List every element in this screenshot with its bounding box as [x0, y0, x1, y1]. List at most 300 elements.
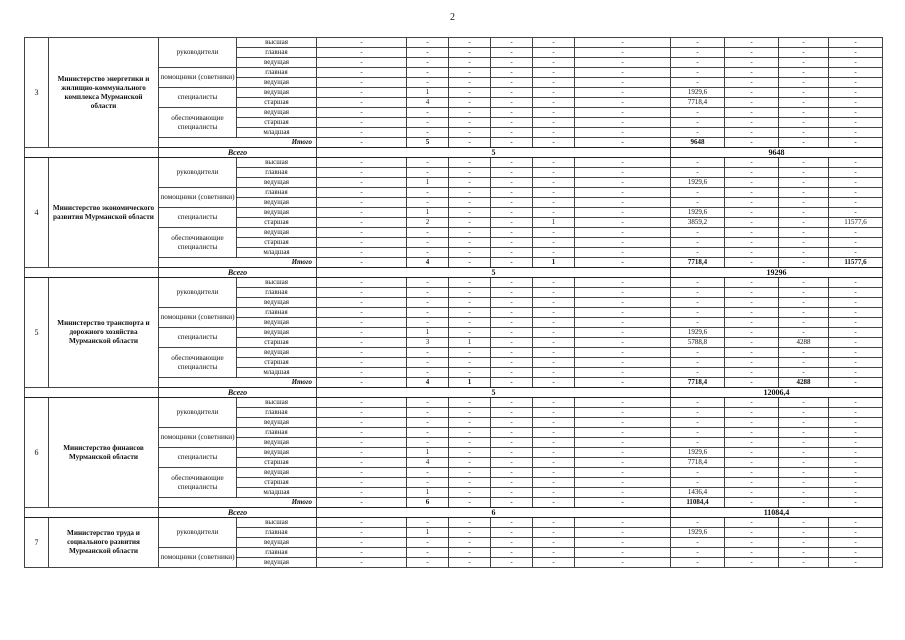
value-cell: - — [449, 168, 491, 178]
itogo-label: Итого — [159, 498, 317, 508]
value-cell: - — [491, 208, 533, 218]
value-cell: - — [317, 128, 407, 138]
level-cell: младшая — [237, 248, 317, 258]
value-cell: - — [533, 288, 575, 298]
value-cell: 1929,6 — [671, 448, 725, 458]
itogo-value-cell: - — [725, 258, 779, 268]
itogo-value-cell: 4 — [407, 258, 449, 268]
value-cell: - — [779, 368, 829, 378]
value-cell: 1 — [449, 338, 491, 348]
value-cell: - — [779, 318, 829, 328]
level-cell: ведущая — [237, 418, 317, 428]
itogo-value-cell: - — [491, 498, 533, 508]
value-cell: - — [829, 118, 883, 128]
value-cell: - — [491, 98, 533, 108]
value-cell: - — [317, 118, 407, 128]
level-cell: ведущая — [237, 208, 317, 218]
value-cell: - — [407, 428, 449, 438]
itogo-value-cell: - — [317, 378, 407, 388]
value-cell: - — [671, 538, 725, 548]
value-cell: 4 — [407, 458, 449, 468]
value-cell: - — [829, 418, 883, 428]
vsego-row — [25, 148, 883, 158]
value-cell: - — [829, 98, 883, 108]
value-cell: - — [725, 218, 779, 228]
value-cell: - — [491, 108, 533, 118]
value-cell: - — [317, 398, 407, 408]
value-cell: - — [449, 558, 491, 568]
value-cell: - — [449, 228, 491, 238]
value-cell: - — [449, 428, 491, 438]
value-cell: - — [779, 228, 829, 238]
value-cell: - — [407, 408, 449, 418]
category-cell: руководители — [159, 398, 237, 428]
value-cell: - — [317, 528, 407, 538]
value-cell: - — [829, 168, 883, 178]
value-cell: - — [671, 248, 725, 258]
value-cell: - — [575, 318, 671, 328]
value-cell: - — [829, 178, 883, 188]
value-cell: - — [407, 108, 449, 118]
value-cell: - — [671, 318, 725, 328]
value-cell: - — [725, 38, 779, 48]
itogo-label: Итого — [159, 138, 317, 148]
value-cell: - — [407, 58, 449, 68]
vsego-label: Всего — [159, 388, 317, 398]
value-cell: - — [407, 318, 449, 328]
vsego-row — [25, 268, 883, 278]
itogo-label: Итого — [159, 378, 317, 388]
row-number-cell: 4 — [25, 158, 49, 268]
value-cell: - — [449, 48, 491, 58]
value-cell: - — [491, 88, 533, 98]
value-cell: - — [449, 188, 491, 198]
value-cell: - — [317, 448, 407, 458]
value-cell: - — [533, 248, 575, 258]
value-cell: - — [575, 188, 671, 198]
value-cell: - — [779, 548, 829, 558]
value-cell: - — [671, 358, 725, 368]
value-cell: - — [491, 538, 533, 548]
level-cell: ведущая — [237, 88, 317, 98]
value-cell: - — [779, 478, 829, 488]
value-cell: - — [829, 488, 883, 498]
value-cell: - — [575, 538, 671, 548]
value-cell: - — [533, 548, 575, 558]
itogo-label: Итого — [159, 258, 317, 268]
itogo-value-cell: - — [575, 138, 671, 148]
itogo-value-cell: - — [491, 258, 533, 268]
value-cell: - — [671, 468, 725, 478]
value-cell: - — [449, 478, 491, 488]
value-cell: - — [671, 548, 725, 558]
value-cell: - — [449, 238, 491, 248]
value-cell: - — [829, 358, 883, 368]
value-cell: - — [725, 228, 779, 238]
value-cell: - — [407, 78, 449, 88]
level-cell: ведущая — [237, 468, 317, 478]
value-cell: 1 — [407, 488, 449, 498]
value-cell: - — [779, 398, 829, 408]
value-cell: - — [491, 428, 533, 438]
value-cell: - — [779, 488, 829, 498]
value-cell: - — [449, 328, 491, 338]
level-cell: высшая — [237, 518, 317, 528]
value-cell: - — [779, 198, 829, 208]
value-cell: - — [491, 198, 533, 208]
value-cell: - — [491, 358, 533, 368]
value-cell: - — [449, 358, 491, 368]
value-cell: - — [533, 108, 575, 118]
value-cell: - — [491, 278, 533, 288]
value-cell: - — [671, 78, 725, 88]
value-cell: - — [449, 278, 491, 288]
vsego-label: Всего — [159, 508, 317, 518]
itogo-value-cell: 6 — [407, 498, 449, 508]
value-cell: - — [407, 348, 449, 358]
value-cell: - — [829, 38, 883, 48]
itogo-value-cell: 7718,4 — [671, 378, 725, 388]
value-cell: - — [449, 88, 491, 98]
value-cell: - — [491, 328, 533, 338]
value-cell: - — [407, 518, 449, 528]
value-cell: - — [407, 198, 449, 208]
value-cell: - — [449, 118, 491, 128]
value-cell: - — [779, 438, 829, 448]
value-cell: - — [725, 48, 779, 58]
value-cell: - — [317, 338, 407, 348]
value-cell: - — [779, 538, 829, 548]
ministry-name-cell: Министерство транспорта и дорожного хозяйства Мурманской области — [49, 278, 159, 388]
vsego-spacer — [25, 148, 159, 158]
value-cell: 1 — [533, 218, 575, 228]
value-cell: 3859,2 — [671, 218, 725, 228]
value-cell: - — [575, 108, 671, 118]
value-cell: - — [491, 218, 533, 228]
value-cell: - — [533, 198, 575, 208]
value-cell: - — [779, 458, 829, 468]
value-cell: - — [407, 68, 449, 78]
level-cell: ведущая — [237, 438, 317, 448]
category-cell: специалисты — [159, 448, 237, 468]
value-cell: - — [779, 168, 829, 178]
value-cell: - — [725, 348, 779, 358]
value-cell: - — [533, 408, 575, 418]
category-cell: помощники (советники) — [159, 188, 237, 208]
value-cell: - — [575, 168, 671, 178]
value-cell: - — [317, 408, 407, 418]
value-cell: - — [449, 448, 491, 458]
value-cell: - — [779, 518, 829, 528]
value-cell: - — [829, 208, 883, 218]
level-cell: высшая — [237, 38, 317, 48]
value-cell: - — [725, 488, 779, 498]
vsego-count: 5 — [317, 148, 671, 158]
value-cell: - — [671, 438, 725, 448]
value-cell: - — [317, 228, 407, 238]
value-cell: - — [575, 328, 671, 338]
value-cell: - — [491, 178, 533, 188]
value-cell: - — [575, 448, 671, 458]
level-cell: высшая — [237, 398, 317, 408]
category-cell: специалисты — [159, 208, 237, 228]
value-cell: - — [779, 348, 829, 358]
value-cell: - — [533, 348, 575, 358]
value-cell: - — [779, 308, 829, 318]
value-cell: - — [491, 368, 533, 378]
value-cell: - — [671, 238, 725, 248]
value-cell: - — [407, 548, 449, 558]
value-cell: - — [575, 238, 671, 248]
value-cell: - — [725, 438, 779, 448]
value-cell: - — [317, 208, 407, 218]
value-cell: 1929,6 — [671, 178, 725, 188]
value-cell: - — [829, 88, 883, 98]
level-cell: младшая — [237, 488, 317, 498]
value-cell: - — [725, 318, 779, 328]
value-cell: - — [671, 308, 725, 318]
value-cell: - — [491, 558, 533, 568]
value-cell: - — [725, 198, 779, 208]
value-cell: - — [533, 338, 575, 348]
value-cell: - — [725, 358, 779, 368]
value-cell: - — [575, 38, 671, 48]
category-cell: обеспечивающие специалисты — [159, 468, 237, 498]
value-cell: - — [317, 538, 407, 548]
value-cell: 1929,6 — [671, 208, 725, 218]
value-cell: - — [575, 458, 671, 468]
level-cell: ведущая — [237, 228, 317, 238]
value-cell: - — [575, 48, 671, 58]
value-cell: - — [317, 458, 407, 468]
value-cell: - — [449, 158, 491, 168]
value-cell: - — [725, 518, 779, 528]
value-cell: - — [533, 58, 575, 68]
value-cell: - — [533, 398, 575, 408]
category-cell: специалисты — [159, 328, 237, 348]
value-cell: - — [575, 338, 671, 348]
value-cell: - — [491, 548, 533, 558]
level-cell: высшая — [237, 158, 317, 168]
vsego-count: 5 — [317, 388, 671, 398]
value-cell: - — [829, 48, 883, 58]
value-cell: - — [533, 368, 575, 378]
value-cell: - — [575, 208, 671, 218]
itogo-value-cell: - — [317, 258, 407, 268]
vsego-row — [25, 508, 883, 518]
value-cell: - — [575, 58, 671, 68]
value-cell: - — [317, 218, 407, 228]
level-cell: старшая — [237, 478, 317, 488]
value-cell: - — [575, 418, 671, 428]
value-cell: - — [449, 98, 491, 108]
value-cell: - — [671, 478, 725, 488]
value-cell: - — [671, 108, 725, 118]
value-cell: - — [725, 158, 779, 168]
value-cell: - — [407, 128, 449, 138]
value-cell: - — [575, 368, 671, 378]
value-cell: - — [533, 488, 575, 498]
itogo-value-cell: - — [533, 378, 575, 388]
category-cell: помощники (советники) — [159, 308, 237, 328]
value-cell: - — [491, 188, 533, 198]
category-cell: руководители — [159, 158, 237, 188]
level-cell: ведущая — [237, 58, 317, 68]
value-cell: - — [317, 98, 407, 108]
value-cell: - — [491, 58, 533, 68]
vsego-sum: 9648 — [671, 148, 883, 158]
value-cell: - — [317, 558, 407, 568]
value-cell: - — [575, 88, 671, 98]
level-cell: ведущая — [237, 178, 317, 188]
value-cell: - — [725, 308, 779, 318]
value-cell: - — [575, 548, 671, 558]
row-number-cell: 7 — [25, 518, 49, 568]
itogo-value-cell: - — [725, 378, 779, 388]
value-cell: - — [779, 418, 829, 428]
value-cell: - — [829, 158, 883, 168]
value-cell: - — [491, 488, 533, 498]
value-cell: - — [829, 128, 883, 138]
value-cell: - — [407, 438, 449, 448]
level-cell: старшая — [237, 458, 317, 468]
value-cell: - — [317, 88, 407, 98]
value-cell: - — [449, 518, 491, 528]
value-cell: - — [725, 328, 779, 338]
value-cell: - — [725, 398, 779, 408]
value-cell: - — [491, 408, 533, 418]
itogo-value-cell: 11577,6 — [829, 258, 883, 268]
value-cell: - — [317, 368, 407, 378]
vsego-row — [25, 388, 883, 398]
value-cell: - — [829, 538, 883, 548]
value-cell: 1929,6 — [671, 328, 725, 338]
table-row — [25, 518, 883, 528]
value-cell: - — [533, 238, 575, 248]
value-cell: - — [407, 418, 449, 428]
value-cell: - — [779, 178, 829, 188]
level-cell: главная — [237, 68, 317, 78]
value-cell: 11577,6 — [829, 218, 883, 228]
value-cell: - — [829, 548, 883, 558]
value-cell: - — [533, 158, 575, 168]
category-cell: помощники (советники) — [159, 428, 237, 448]
value-cell: - — [491, 38, 533, 48]
value-cell: - — [491, 78, 533, 88]
value-cell: - — [779, 58, 829, 68]
itogo-value-cell: - — [725, 138, 779, 148]
value-cell: - — [491, 308, 533, 318]
value-cell: - — [779, 88, 829, 98]
value-cell: - — [779, 208, 829, 218]
vsego-label: Всего — [159, 148, 317, 158]
value-cell: - — [575, 98, 671, 108]
value-cell: - — [829, 558, 883, 568]
value-cell: - — [317, 518, 407, 528]
value-cell: - — [449, 128, 491, 138]
value-cell: - — [317, 278, 407, 288]
value-cell: - — [829, 198, 883, 208]
value-cell: - — [829, 298, 883, 308]
value-cell: - — [407, 288, 449, 298]
value-cell: - — [533, 528, 575, 538]
vsego-spacer — [25, 388, 159, 398]
value-cell: - — [671, 68, 725, 78]
ministry-name-cell: Министерство финансов Мурманской области — [49, 398, 159, 508]
vsego-sum: 11084,4 — [671, 508, 883, 518]
level-cell: главная — [237, 288, 317, 298]
level-cell: ведущая — [237, 538, 317, 548]
value-cell: - — [533, 558, 575, 568]
category-cell: обеспечивающие специалисты — [159, 228, 237, 258]
value-cell: - — [829, 438, 883, 448]
value-cell: - — [491, 238, 533, 248]
value-cell: - — [575, 428, 671, 438]
value-cell: - — [725, 418, 779, 428]
value-cell: - — [407, 248, 449, 258]
value-cell: - — [317, 308, 407, 318]
value-cell: - — [829, 328, 883, 338]
value-cell: - — [829, 248, 883, 258]
value-cell: - — [491, 158, 533, 168]
level-cell: младшая — [237, 128, 317, 138]
value-cell: - — [533, 468, 575, 478]
value-cell: - — [779, 558, 829, 568]
value-cell: - — [575, 248, 671, 258]
value-cell: - — [407, 158, 449, 168]
level-cell: главная — [237, 48, 317, 58]
value-cell: - — [407, 538, 449, 548]
value-cell: - — [575, 438, 671, 448]
value-cell: - — [829, 348, 883, 358]
value-cell: - — [829, 528, 883, 538]
value-cell: - — [671, 518, 725, 528]
ministry-name-cell: Министерство энергетики и жилищно-коммунального комплекса Мурманской области — [49, 38, 159, 148]
value-cell: - — [725, 408, 779, 418]
vsego-spacer — [25, 508, 159, 518]
value-cell: - — [671, 418, 725, 428]
value-cell: - — [449, 78, 491, 88]
value-cell: - — [491, 398, 533, 408]
value-cell: - — [779, 108, 829, 118]
level-cell: главная — [237, 528, 317, 538]
value-cell: - — [829, 108, 883, 118]
itogo-value-cell: 9648 — [671, 138, 725, 148]
value-cell: - — [671, 158, 725, 168]
value-cell: - — [407, 228, 449, 238]
itogo-value-cell: 1 — [449, 378, 491, 388]
value-cell: - — [575, 178, 671, 188]
itogo-value-cell: - — [533, 138, 575, 148]
value-cell: - — [533, 98, 575, 108]
value-cell: - — [533, 418, 575, 428]
value-cell: - — [317, 188, 407, 198]
value-cell: - — [407, 238, 449, 248]
value-cell: - — [449, 308, 491, 318]
value-cell: - — [575, 518, 671, 528]
value-cell: - — [407, 188, 449, 198]
value-cell: - — [449, 548, 491, 558]
value-cell: - — [317, 248, 407, 258]
value-cell: - — [533, 168, 575, 178]
category-cell: помощники (советники) — [159, 548, 237, 568]
itogo-value-cell: - — [829, 138, 883, 148]
itogo-value-cell: - — [317, 138, 407, 148]
value-cell: - — [725, 458, 779, 468]
value-cell: - — [575, 358, 671, 368]
value-cell: - — [533, 478, 575, 488]
value-cell: - — [779, 158, 829, 168]
